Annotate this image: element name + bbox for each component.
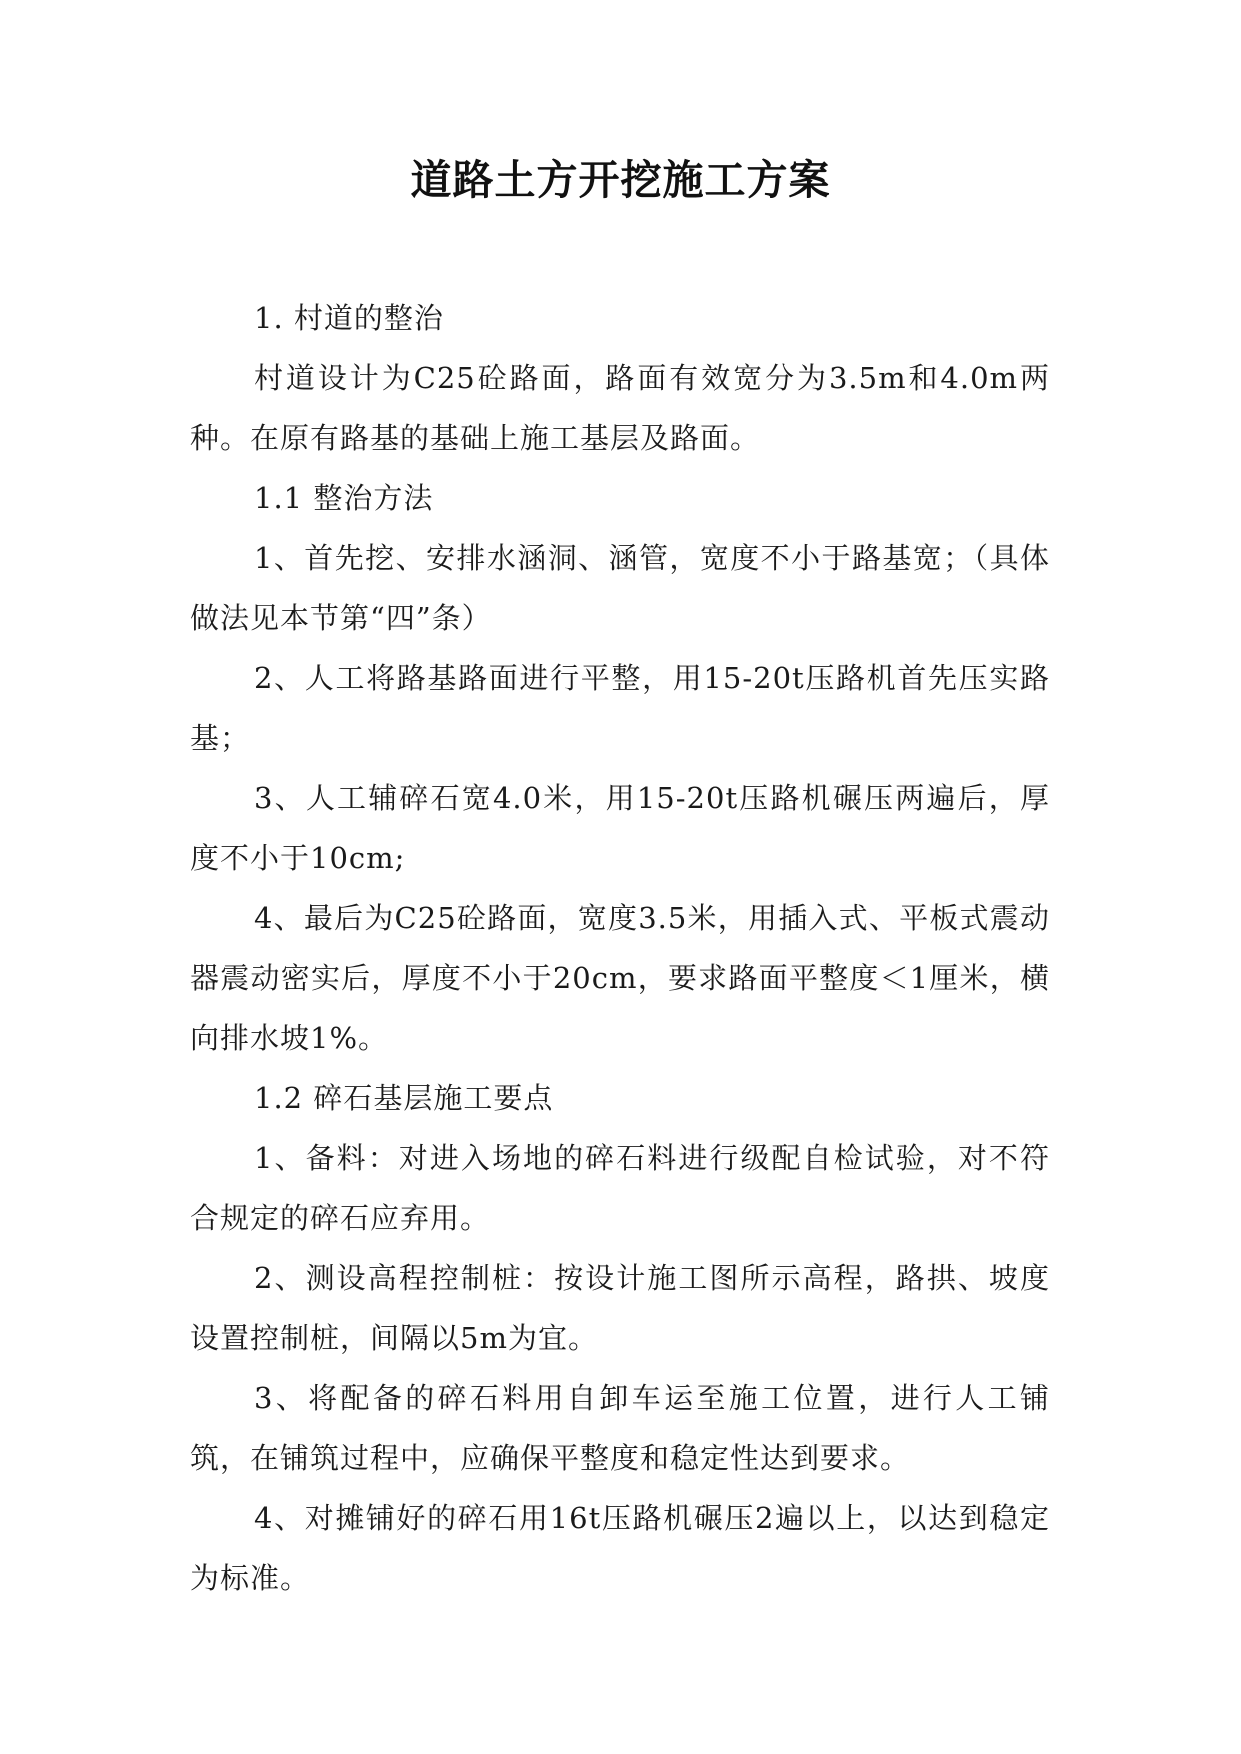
document-body <box>190 288 1050 1608</box>
list-item: 3、将配备的碎石料用自卸车运至施工位置，进行人工铺筑，在铺筑过程中，应确保平整度和稳定性达到要求。 <box>190 1381 1050 1475</box>
document-title: 道路土方开挖施工方案 <box>410 156 831 204</box>
list-item: 2、测设高程控制桩：按设计施工图所示高程，路拱、坡度设置控制桩，间隔以5m为宜。 <box>190 1261 1050 1355</box>
list-item: 3、人工辅碎石宽4.0米，用15-20t压路机碾压两遍后，厚度不小于10cm; <box>190 781 1050 875</box>
list-item: 2、人工将路基路面进行平整，用15-20t压路机首先压实路基； <box>190 661 1050 755</box>
section-heading-1-2: 1.2 碎石基层施工要点 <box>254 1081 554 1115</box>
section-heading-1: 1. 村道的整治 <box>254 301 444 335</box>
section-heading-1-1: 1.1 整治方法 <box>254 481 434 515</box>
list-item: 1、首先挖、安排水涵洞、涵管，宽度不小于路基宽；（具体做法见本节第“四”条） <box>190 541 1050 635</box>
paragraph: 村道设计为C25砼路面，路面有效宽分为3.5m和4.0m两种。在原有路基的基础上施工基层及路面。 <box>190 361 1050 455</box>
list-item: 4、对摊铺好的碎石用16t压路机碾压2遍以上，以达到稳定为标准。 <box>190 1501 1050 1595</box>
list-item: 1、备料：对进入场地的碎石料进行级配自检试验，对不符合规定的碎石应弃用。 <box>190 1141 1050 1235</box>
list-item: 4、最后为C25砼路面，宽度3.5米，用插入式、平板式震动器震动密实后，厚度不小于20cm，要求路面平整度＜1厘米，横向排水坡1%。 <box>190 901 1050 1055</box>
